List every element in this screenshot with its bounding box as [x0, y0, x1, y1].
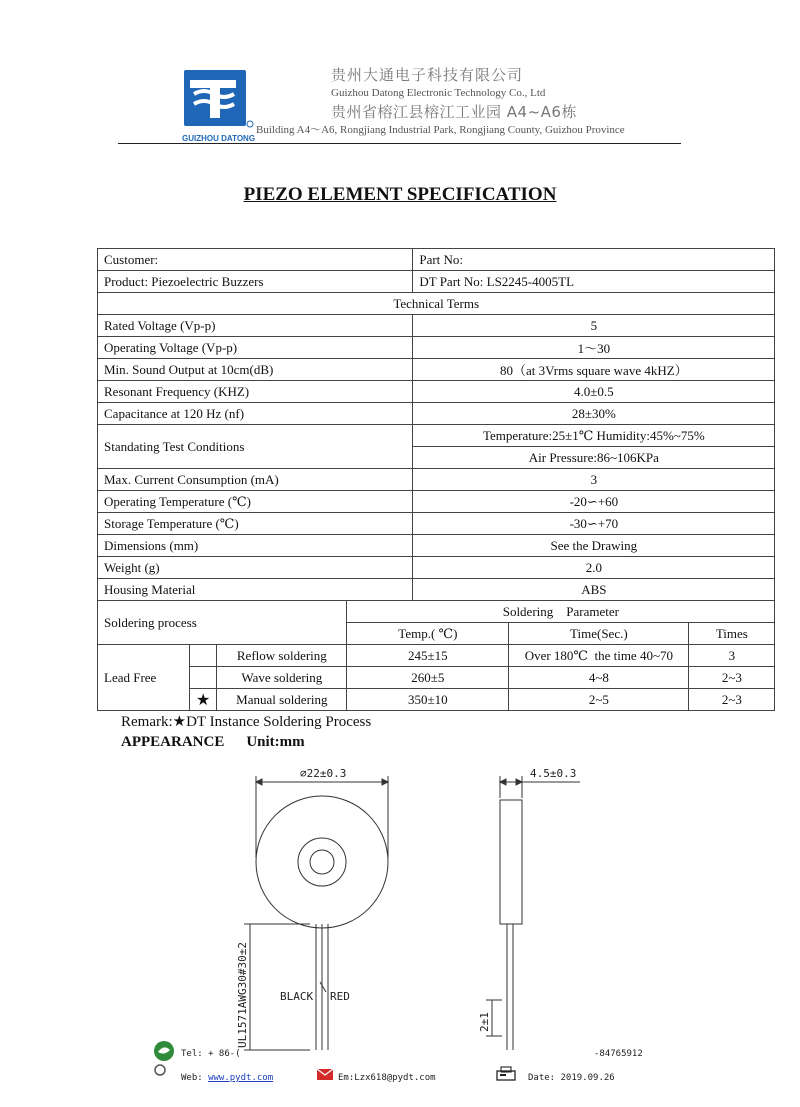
spec-value: -30∽+70 [413, 513, 775, 535]
spec-value: -20∽+60 [413, 491, 775, 513]
part-no-label: Part No: [413, 249, 775, 271]
lead-length-dimension: 2±1 [478, 1012, 491, 1032]
document-title: PIEZO ELEMENT SPECIFICATION [243, 184, 557, 205]
diameter-dimension: ⌀22±0.3 [300, 767, 347, 780]
spec-value: ABS [413, 579, 775, 601]
company-logo [180, 66, 256, 146]
spec-label: Storage Temperature (℃) [98, 513, 413, 535]
table-row [98, 403, 775, 425]
spec-value: 1～30 [413, 337, 775, 359]
website-link[interactable]: www.pydt.com [208, 1073, 274, 1083]
spec-table [97, 248, 775, 711]
table-row [98, 337, 775, 359]
address-en: Building A4～A6, Rongjiang Industrial Park, Rongjiang County, Guizhou Province [256, 124, 625, 136]
test-conditions-line1: Temperature:25±1℃ Humidity:45%~75% [413, 425, 775, 447]
company-name-en: Guizhou Datong Electronic Technology Co., Ltd [331, 87, 546, 99]
wire-spec-dimension: UL1571AWG30#30±2 [236, 942, 249, 1048]
product-cell: Product: Piezoelectric Buzzers [98, 271, 413, 293]
table-row [98, 249, 775, 271]
appearance-heading: APPEARANCE Unit:mm [121, 734, 305, 750]
spec-value: 4.0±0.5 [413, 381, 775, 403]
table-row [98, 425, 775, 447]
solder-times: 2~3 [689, 667, 775, 689]
col-temp-header: Temp.( ℃) [347, 623, 509, 645]
solder-temp: 260±5 [347, 667, 509, 689]
table-row [98, 535, 775, 557]
spec-value: 5 [413, 315, 775, 337]
table-row [98, 359, 775, 381]
solder-time: Over 180℃ the time 40~70 [509, 645, 689, 667]
spec-label: Operating Temperature (℃) [98, 491, 413, 513]
lead-free-label: Lead Free [98, 645, 190, 711]
table-row [98, 667, 775, 689]
col-times-header: Times [689, 623, 775, 645]
mail-icon [316, 1066, 336, 1082]
unit-label: Unit:mm [246, 734, 305, 750]
solder-time: 2~5 [509, 689, 689, 711]
col-time-header: Time(Sec.) [509, 623, 689, 645]
spec-label: Operating Voltage (Vp-p) [98, 337, 413, 359]
solder-method: Manual soldering [217, 689, 347, 711]
spec-label: Dimensions (mm) [98, 535, 413, 557]
table-row [98, 601, 775, 623]
table-row [98, 491, 775, 513]
spec-label: Housing Material [98, 579, 413, 601]
dt-part-no-cell: DT Part No: LS2245-4005TL [413, 271, 775, 293]
solder-method: Wave soldering [217, 667, 347, 689]
test-conditions-line2: Air Pressure:86~106KPa [413, 447, 775, 469]
footer-web: Web: www.pydt.com [181, 1073, 274, 1083]
table-row [98, 513, 775, 535]
solder-mark [190, 667, 217, 689]
spec-label: Capacitance at 120 Hz (nf) [98, 403, 413, 425]
solder-temp: 350±10 [347, 689, 509, 711]
header-divider [118, 143, 681, 144]
footer-date: Date: 2019.09.26 [528, 1073, 615, 1083]
table-row [98, 645, 775, 667]
test-conditions-label: Standating Test Conditions [98, 425, 413, 469]
company-name-cn: 贵州大通电子科技有限公司 [331, 66, 524, 84]
solder-mark-star: ★ [190, 689, 217, 711]
solder-mark [190, 645, 217, 667]
address-cn: 贵州省榕江县榕江工业园 A4~A6栋 [331, 103, 577, 121]
table-row [98, 557, 775, 579]
table-row [98, 271, 775, 293]
black-wire-label: BLACK [280, 990, 314, 1003]
disc-outline [256, 796, 388, 928]
spec-label: Weight (g) [98, 557, 413, 579]
solder-time: 4~8 [509, 667, 689, 689]
appearance-drawing [230, 760, 610, 1060]
spec-value: 3 [413, 469, 775, 491]
spec-label: Min. Sound Output at 10cm(dB) [98, 359, 413, 381]
disc-center-ring [298, 838, 346, 886]
logo-text: GUIZHOU DATONG [182, 134, 256, 143]
table-row [98, 469, 775, 491]
table-row [98, 381, 775, 403]
footer-tel: Tel: + 86-( [181, 1049, 241, 1059]
solder-method: Reflow soldering [217, 645, 347, 667]
technical-terms-header: Technical Terms [98, 293, 775, 315]
disc-center-hole [310, 850, 334, 874]
solder-times: 3 [689, 645, 775, 667]
footer-logo-icon [152, 1040, 176, 1080]
remark-text: Remark:★DT Instance Soldering Process [121, 714, 372, 730]
soldering-parameter-header: Soldering Parameter [347, 601, 775, 623]
table-row [98, 579, 775, 601]
customer-label: Customer: [98, 249, 413, 271]
solder-times: 2~3 [689, 689, 775, 711]
table-row [98, 315, 775, 337]
table-row [98, 689, 775, 711]
solder-temp: 245±15 [347, 645, 509, 667]
spec-value: 2.0 [413, 557, 775, 579]
footer-email: Em:Lzx618@pydt.com [338, 1073, 436, 1083]
red-wire-label: RED [330, 990, 350, 1003]
spec-value: 28±30% [413, 403, 775, 425]
spec-label: Resonant Frequency (KHZ) [98, 381, 413, 403]
spec-label: Max. Current Consumption (mA) [98, 469, 413, 491]
spec-value: See the Drawing [413, 535, 775, 557]
spec-value: 80（at 3Vrms square wave 4kHZ） [413, 359, 775, 381]
soldering-process-label: Soldering process [98, 601, 347, 645]
footer-fax: -84765912 [594, 1049, 643, 1059]
thickness-dimension: 4.5±0.3 [530, 767, 577, 780]
spec-label: Rated Voltage (Vp-p) [98, 315, 413, 337]
side-view-body [500, 800, 522, 924]
fax-icon [496, 1066, 518, 1082]
table-row [98, 293, 775, 315]
